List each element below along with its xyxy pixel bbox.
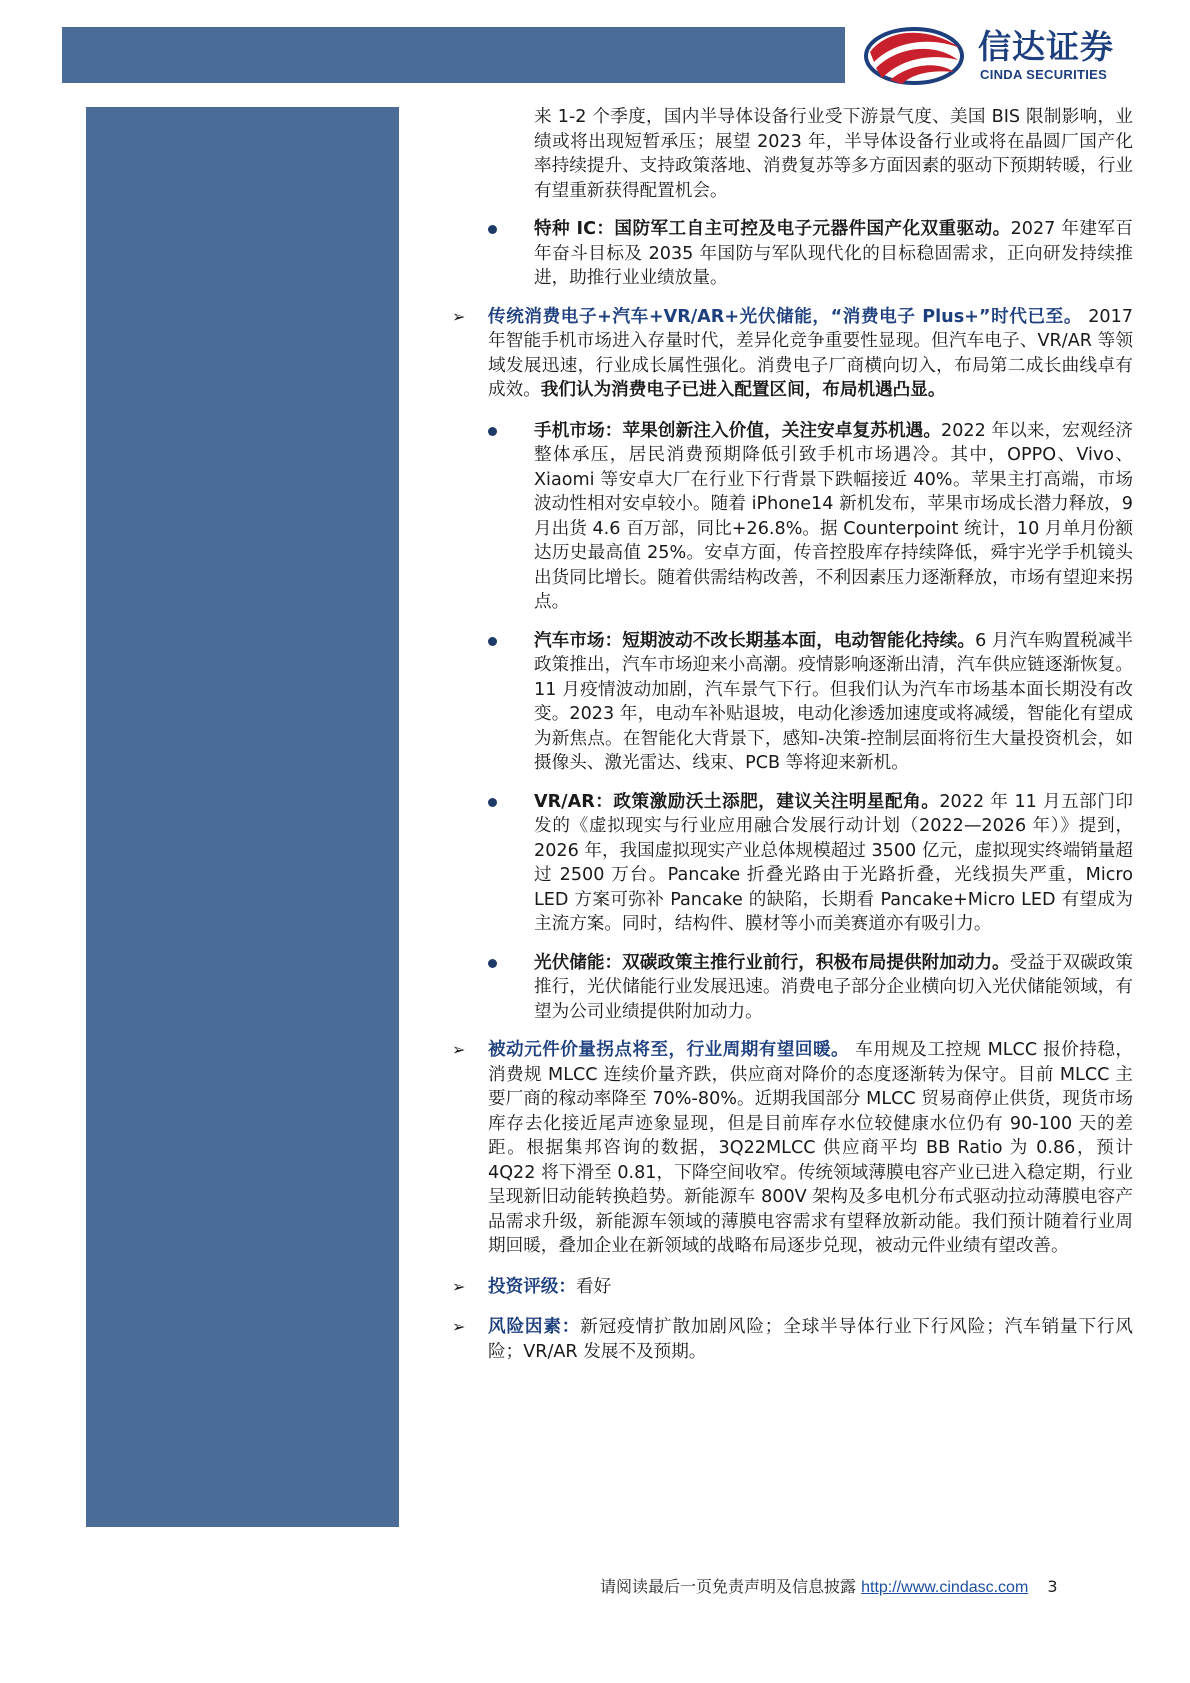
risk-text: 新冠疫情扩散加剧风险；全球半导体行业下行风险；汽车销量下行风险；VR/AR 发展不及预期。 (488, 1317, 1133, 1362)
arrow-bullet-icon: ➢ (452, 1317, 466, 1336)
company-logo (862, 22, 1162, 86)
section-text: 2017 年智能手机市场进入存量时代，差异化竞争重要性显现。但汽车电子、VR/AR 等领域发展迅速，行业成长属性强化。消费电子厂商横向切入，布局第二成长曲线卓有成效。 (488, 306, 1133, 400)
section-consumer-electronics (452, 305, 1133, 403)
semiconductor-continuation: 来 1-2 个季度，国内半导体设备行业受下游景气度、美国 BIS 限制影响，业绩或将出现短暂承压；展望 2023 年，半导体设备行业或将在晶圆厂国产化率持续提升、支持政策落地、消费复苏等多方面因素的驱动下预期转暖，行业有望重新获得配置机会。 (534, 107, 1133, 201)
item-text: 2022 年 11 月五部门印发的《虚拟现实与行业应用融合发展行动计划（2022—2026 年）》提到，2026 年，我国虚拟现实产业总体规模超过 3500 亿元，虚拟现实终端销量超过 2500 万台。Pancake 折叠光路由于光路折叠，光线损失严重，Micro LED 方案可弥补 Pancake 的缺陷，长期看 Pancake+Micro LED 有望成为主流方案。同时，结构件、膜材等小而美赛道亦有吸引力。 (534, 791, 1133, 934)
item-title: 手机市场：苹果创新注入价值，关注安卓复苏机遇。 (534, 420, 942, 441)
list-item-auto-market (488, 629, 1133, 776)
list-item-special-ic (488, 217, 1133, 291)
footer-disclaimer: 请阅读最后一页免责声明及信息披露 (600, 1577, 857, 1596)
item-title: 特种 IC：国防军工自主可控及电子元器件国产化双重驱动。 (534, 219, 1011, 239)
rating-value: 看好 (575, 1276, 612, 1297)
bullet-dot-icon (488, 637, 497, 646)
logo-text-en: CINDA SECURITIES (980, 67, 1108, 82)
logo-text-cn: 信达证券 (978, 27, 1114, 66)
item-text: 2027 年建军百年奋斗目标及 2035 年国防与军队现代化的目标稳固需求，正向研发持续推进，助推行业业绩放量。 (534, 219, 1133, 288)
bullet-dot-icon (488, 959, 497, 968)
bullet-dot-icon (488, 225, 497, 234)
header-band (62, 27, 845, 83)
page-footer (600, 1574, 1058, 1597)
rating-label: 投资评级： (488, 1276, 576, 1297)
list-item-phone-market (488, 419, 1133, 615)
item-title: VR/AR：政策激励沃土添肥，建议关注明星配角。 (534, 791, 940, 812)
footer-url-link[interactable]: http://www.cindasc.com (861, 1579, 1029, 1596)
list-item-vr-ar (488, 790, 1133, 937)
section-title: 被动元件价量拐点将至，行业周期有望回暖。 (488, 1040, 850, 1060)
item-title: 光伏储能：双碳政策主推行业前行，积极布局提供附加动力。 (534, 952, 1010, 973)
section-title: 传统消费电子+汽车+VR/AR+光伏储能，“消费电子 Plus+”时代已至。 (488, 306, 1083, 327)
list-item-pv-storage (488, 951, 1133, 1025)
cinda-logo-icon (862, 22, 966, 86)
section-risk-factors (452, 1315, 1133, 1364)
page-number: 3 (1047, 1577, 1058, 1596)
item-title: 汽车市场：短期波动不改长期基本面，电动智能化持续。 (534, 630, 976, 651)
section-conclusion: 我们认为消费电子已进入配置区间，布局机遇凸显。 (540, 380, 946, 400)
item-text: 6 月汽车购置税减半政策推出，汽车市场迎来小高潮。疫情影响逐渐出清，汽车供应链逐渐恢复。11 月疫情波动加剧，汽车景气下行。但我们认为汽车市场基本面长期没有改变。2023 年，电动车补贴退坡，电动化渗透加速度或将减缓，智能化有望成为新焦点。在智能化大背景下，感知-决策-控制层面将衍生大量投资机会，如摄像头、激光雷达、线束、PCB 等将迎来新机。 (534, 630, 1133, 773)
item-text: 受益于双碳政策推行，光伏储能行业发展迅速。消费电子部分企业横向切入光伏储能领域，有望为公司业绩提供附加动力。 (534, 952, 1133, 1022)
bullet-dot-icon (488, 427, 497, 436)
sidebar-panel (86, 107, 399, 1527)
arrow-bullet-icon: ➢ (452, 306, 466, 326)
main-content (452, 105, 1133, 1380)
section-text: 车用规及工控规 MLCC 报价持稳，消费规 MLCC 连续价量齐跌，供应商对降价的态度逐渐转为保守。目前 MLCC 主要厂商的稼动率降至 70%-80%。近期我国部分 MLCC 贸易商停止供货，现货市场库存去化接近尾声迹象显现，但是目前库存水位较健康水位仍有 90-100 天的差距。根据集邦咨询的数据，3Q22MLCC 供应商平均 BB Ratio 为 0.86，预计 4Q22 将下滑至 0.81，下降空间收窄。传统领域薄膜电容产业已进入稳定期，行业呈现新旧动能转换趋势。新能源车 800V 架构及多电机分布式驱动拉动薄膜电容产品需求升级，新能源车领域的薄膜电容需求有望释放新动能。我们预计随着行业周期回暖，叠加企业在新领域的战略布局逐步兑现，被动元件业绩有望改善。 (488, 1040, 1133, 1256)
item-text: 2022 年以来，宏观经济整体承压，居民消费预期降低引致手机市场遇冷。其中，OPPO、Vivo、Xiaomi 等安卓大厂在行业下行背景下跌幅接近 40%。苹果主打高端，市场波动性相对安卓较小。随着 iPhone14 新机发布，苹果市场成长潜力释放，9 月出货 4.6 百万部，同比+26.8%。据 Counterpoint 统计，10 月单月份额达历史最高值 25%。安卓方面，传音控股库存持续降低，舜宇光学手机镜头出货同比增长。随着供需结构改善，不利因素压力逐渐释放，市场有望迎来拐点。 (534, 420, 1133, 612)
section-passive-components (452, 1038, 1133, 1259)
arrow-bullet-icon: ➢ (452, 1276, 466, 1296)
arrow-bullet-icon: ➢ (452, 1040, 466, 1059)
bullet-dot-icon (488, 798, 497, 807)
risk-label: 风险因素： (488, 1317, 581, 1337)
section-investment-rating (452, 1275, 1133, 1300)
